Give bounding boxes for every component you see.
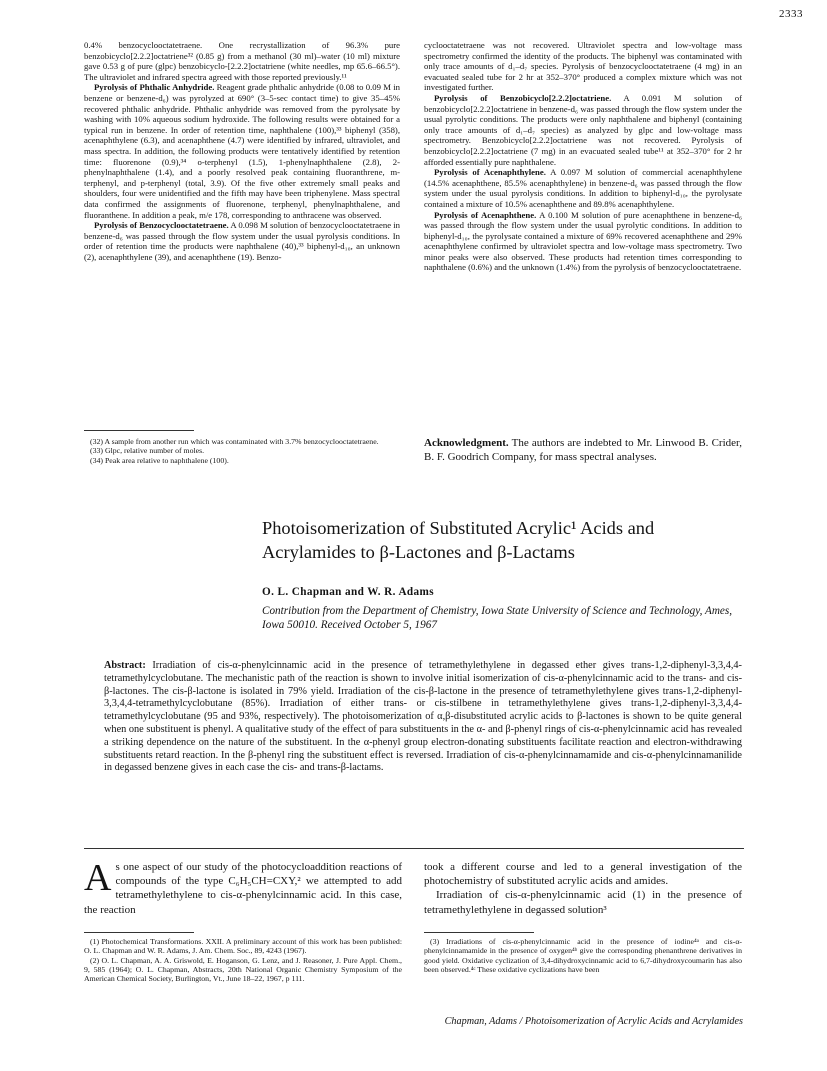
- abstract-heading: Abstract:: [104, 660, 146, 671]
- abstract-text: Irradiation of cis-α-phenylcinnamic acid in the presence of tetramethylethylene in degassed ether gives trans-1,2-diphenyl-3,3,4,4-tetramethylcyclobutane. The mechanistic path of the reaction is shown to involve initial isomerization of cis-α-phenylcinnamic acid to the trans- and cis-β-lactones. The cis-β-lactone is isolated in 79% yield. Irradiation of the cis-β-lactone in the presence of tetramethylethylene gives trans-1,2-diphenyl-3,3,4,4-tetramethylcyclobutane (85%). Irradiation of either trans- or cis-stilbene in tetramethylethylene gives trans-1,2-diphenyl-3,3,4,4-tetramethylcyclobutane (95 and 93%, respectively). The photoisomerization of α,β-disubstituted acrylic acids to β-lactones is shown to be quite general when one substituent is phenyl. A qualitative study of the effect of para substituents in the α- and β-phenyl rings of cis-α-phenylcinnamic acid has revealed a striking dependence on the nature of the substituent. In the α-phenyl group electron-donating substituents facilitate reaction and electron-withdrawing substituents retard reaction. In the β-phenyl ring the substituent effect is reversed. Irradiation of cis-α-phenylcinnamamide and cis-α-phenylcinnamanilide in degassed benzene gives in each case the cis- and trans-β-lactams.: [104, 660, 742, 774]
- run-in-heading: Pyrolysis of Benzobicyclo[2.2.2]octatriene.: [434, 92, 612, 103]
- acknowledgment-heading: Acknowledgment.: [424, 437, 509, 449]
- paragraph-phthalic-anhydride: [84, 82, 400, 220]
- drop-cap: A: [84, 857, 112, 899]
- left-column-experimental: [84, 40, 400, 262]
- body-text: s one aspect of our study of the photocycloaddition reactions of compounds of the type C₆H₅CH=CXY,² we attempted to add tetramethylethylene to cis-α-phenylcinnamic acid. In this case, the reaction: [84, 861, 402, 916]
- paragraph-text: A 0.091 M solution of benzobicyclo[2.2.2]octatriene in benzene-d₆ was passed through the flow system under the usual pyrolytic conditions. The products were only naphthalene and biphenyl (containing only trace amounts of d₁–d₇ species) as analyzed by glpc and low-voltage mass spectrometry. Benzobicyclo[2.2.2]octatriene was not recovered. Pyrolysis of benzobicyclo[2.2.2]octatriene (7 mg) in an evacuated sealed tube¹¹ at 352–370° for 2 hr afforded essentially pure naphthalene.: [424, 92, 742, 167]
- paragraph-acenaphthene: [424, 210, 742, 274]
- article-authors: O. L. Chapman and W. R. Adams: [262, 586, 435, 598]
- paragraph-text: A 0.098 M solution of benzocyclooctatetraene in benzene-d₆ was passed through the flow system under the usual pyrolysis conditions. In order of retention time the products were naphthalene (40),³³ biphenyl-d₁₀, an unknown (2), acenaphthylene (39), and acenaphthene (19). Benzo-: [84, 220, 400, 262]
- footnote: (32) A sample from another run which was contaminated with 3.7% benzocyclooctatetraene.: [90, 437, 379, 446]
- paragraph-text: A 0.097 M solution of commercial acenaphthylene (14.5% acenaphthene, 85.5% acenaphthylene) in benzene-d₆ was passed through the flow system under the usual pyrolysis conditions. In addition to biphenyl-d₁₀, the pyrolysate contained a mixture of 10.5% acenaphthene and 89.8% acenaphthylene.: [424, 167, 742, 209]
- running-footer: Chapman, Adams / Photoisomerization of Acrylic Acids and Acrylamides: [444, 1016, 743, 1027]
- run-in-heading: Pyrolysis of Phthalic Anhydride.: [94, 82, 215, 93]
- run-in-heading: Pyrolysis of Acenaphthene.: [434, 209, 537, 220]
- article-affiliation: Contribution from the Department of Chemistry, Iowa State University of Science and Technology, Ames, Iowa 50010. Received October 5, 1967: [262, 605, 733, 631]
- paragraph-text: A 0.100 M solution of pure acenaphthene in benzene-d₆ was passed through the flow system under the usual pyrolytic conditions. In addition to biphenyl-d₁₀, the pyrolysate contained a mixture of 69% recovered acenaphthene and 29% acenaphthylene confirmed by ultraviolet spectra and low-voltage mass spectrometry. Two minor peaks were also observed. These products had retention times corresponding to naphthalene (0.6%) and the unknown (1.4%) from the pyrolysis of benzocyclooctatetraene.: [424, 209, 742, 273]
- paragraph-continued: cyclooctatetraene was not recovered. Ultraviolet spectra and low-voltage mass spectrometry confirmed the identity of the products. The biphenyl was contaminated with only trace amounts of d₁–d₇ species. Pyrolysis of benzocyclooctatetraene (4 mg) in an evacuated sealed tube for 2 hr at 352–370° produced a complex mixture which was not investigated further.: [424, 40, 742, 93]
- abstract-divider: [84, 848, 744, 849]
- paragraph-text: Reagent grade phthalic anhydride (0.08 to 0.09 M in benzene or benzene-d₆) was pyrolyzed at 690° (3–5-sec contact time) to give 35–45% recovered phthalic anhydride. Phthalic anhydride was removed from the pyrolysate by washing with 10% aqueous sodium hydroxide. The following results were obtained for a typical run in benzene. In order of retention time, naphthalene (100),³³ biphenyl (358), acenaphthylene (6.3), and acenaphthene (4.7) were identified by infrared, ultraviolet, and mass spectra. In addition, the following products were tentatively identified by retention time: fluorenone (0.9),³⁴ o-terphenyl (1.5), 1-phenylnaphthalene (2.8), 2-phenylnaphthalene (1.4), and a poorly resolved peak containing fluoranthrene, m-terphenyl, and p-terphenyl (total, 3.9). Of the five other extremely small peaks and shoulders, four were unidentified and the fifth may have been triphenylene. Mass spectral data confirmed the assignments of fluorenone, terphenyl, phenylnaphthalene, and fluoranthene. In addition a peak, m/e 178, corresponding to anthracene was observed.: [84, 82, 400, 220]
- abstract: [104, 660, 742, 775]
- title-line: Acrylamides to β-Lactones and β-Lactams: [262, 542, 575, 562]
- footnote: (1) Photochemical Transformations. XXII. A preliminary account of this work has been published: O. L. Chapman and W. R. Adams, J. Am. Chem. Soc., 89, 4243 (1967).: [84, 937, 402, 956]
- paragraph-benzobicyclo: [424, 93, 742, 167]
- footnote: (34) Peak area relative to naphthalene (100).: [90, 455, 229, 465]
- run-in-heading: Pyrolysis of Benzocyclooctatetraene.: [94, 220, 229, 231]
- body-left-column: [84, 857, 402, 917]
- footnotes-top: [84, 437, 400, 465]
- footnote-divider: [424, 932, 534, 933]
- right-column-experimental: [424, 40, 742, 273]
- body-paragraph: took a different course and led to a general investigation of the photochemistry of substituted acrylic acids and amides.: [424, 861, 742, 888]
- footnote-bottom-right: (3) Irradiations of cis-α-phenylcinnamic acid in the presence of iodine⁴ᵃ and cis-α-phenylcinnamamide in the presence of oxygen⁴ᵇ give the corresponding phenanthrene derivatives in good yield. Oxidative cyclization of 3,4-dihydroxycinnamic acid to 6,7-dihydroxycoumarin has also been observed.⁴ᶜ These oxidative cyclizations have been: [424, 937, 742, 974]
- acknowledgment: [424, 436, 742, 464]
- footnote: (33) Glpc, relative number of moles.: [90, 446, 205, 456]
- article-title: [262, 516, 762, 564]
- paragraph-continued: 0.4% benzocyclooctatetraene. One recrystallization of 96.3% pure benzobicyclo[2.2.2]octatriene³² (0.85 g) from a methanol (30 ml)–water (10 ml) mixture gave 0.53 g of pure (glpc) benzobicyclo-[2.2.2]octatriene (white needles, mp 65.6–66.5°). The ultraviolet and infrared spectra agreed with those reported previously.¹¹: [84, 40, 400, 82]
- footnotes-bottom-left: [84, 937, 402, 983]
- title-line: Photoisomerization of Substituted Acrylic¹ Acids and: [262, 518, 655, 538]
- run-in-heading: Pyrolysis of Acenaphthylene.: [434, 167, 546, 178]
- page-number: 2333: [779, 8, 803, 20]
- body-paragraph: Irradiation of cis-α-phenylcinnamic acid (1) in the presence of tetramethylethylene in degassed solution³: [424, 889, 742, 916]
- body-right-column: [424, 860, 742, 917]
- paragraph-acenaphthylene: [424, 167, 742, 209]
- footnote-divider: [84, 932, 194, 933]
- paragraph-benzocyclooctatetraene: [84, 220, 400, 262]
- footnote: (2) O. L. Chapman, A. A. Griswold, E. Hoganson, G. Lenz, and J. Reasoner, J. Pure Appl. Chem., 9, 585 (1964); O. L. Chapman, Abstracts, 20th National Organic Chemistry Symposium of the American Chemical Society, Burlington, Vt., June 18–22, 1967, p 111.: [84, 955, 402, 984]
- footnote-divider: [84, 430, 194, 431]
- acknowledgment-text: The authors are indebted to Mr. Linwood B. Crider, B. F. Goodrich Company, for mass spectral analyses.: [424, 437, 742, 463]
